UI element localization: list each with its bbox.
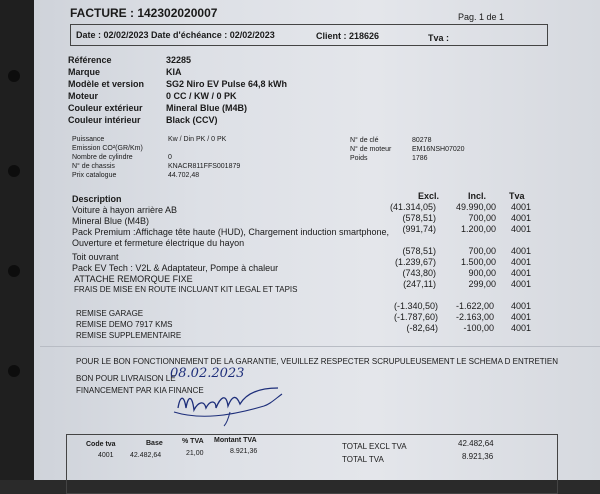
line-description: Mineral Blue (M4B) <box>72 216 150 226</box>
col-incl: Incl. <box>468 191 487 201</box>
col-pct-tva: % TVA <box>182 438 204 445</box>
tva-pct: 21,00 <box>186 450 204 457</box>
discount-excl: (-1.340,50) <box>393 301 438 311</box>
line-excl: (991,74) <box>402 224 436 234</box>
discount-incl: -100,00 <box>463 323 494 333</box>
value-couleur-exterieur: Mineral Blue (M4B) <box>166 103 248 113</box>
label-modele: Modèle et version <box>68 79 145 89</box>
binder-hole <box>8 70 20 82</box>
line-excl: (578,51) <box>402 246 436 256</box>
total-tva-label: TOTAL TVA <box>342 455 384 464</box>
spec-value: 1786 <box>412 155 428 162</box>
total-excl-label: TOTAL EXCL TVA <box>342 442 407 451</box>
binder-hole <box>8 265 20 277</box>
label-couleur-exterieur: Couleur extérieur <box>68 103 143 113</box>
tva-amount: 8.921,36 <box>230 448 258 455</box>
line-tva: 4001 <box>511 202 532 212</box>
label-marque: Marque <box>68 67 101 77</box>
spec-label: N° de chassis <box>72 163 115 170</box>
invoice-dates: Date : 02/02/2023 Date d'échéance : 02/02/2023 <box>76 30 275 40</box>
line-tva: 4001 <box>511 279 532 289</box>
col-base: Base <box>146 440 163 447</box>
label-couleur-interieur: Couleur intérieur <box>68 115 141 125</box>
discount-description: REMISE SUPPLEMENTAIRE <box>76 331 182 340</box>
col-excl: Excl. <box>418 191 440 201</box>
spec-label: Prix catalogue <box>72 172 117 179</box>
value-modele: SG2 Niro EV Pulse 64,8 kWh <box>166 79 288 89</box>
invoice-number: FACTURE : 142302020007 <box>70 6 218 20</box>
line-tva: 4001 <box>511 257 532 267</box>
spec-value: 80278 <box>412 137 432 144</box>
spec-value: KNACR811FFS001879 <box>168 163 241 170</box>
discount-excl: (-1.787,60) <box>393 312 438 322</box>
financing-note: FINANCEMENT PAR KIA FINANCE <box>76 386 204 395</box>
discount-incl: -1.622,00 <box>455 301 494 311</box>
line-description: Pack Premium :Affichage tête haute (HUD), Chargement induction smartphone, <box>72 227 389 237</box>
delivery-note: BON POUR LIVRAISON LE <box>76 374 176 383</box>
line-excl: (247,11) <box>403 279 436 289</box>
spec-label: Poids <box>350 155 368 162</box>
spec-label: Emission CO²(GR/Km) <box>72 145 143 152</box>
tva-code: 4001 <box>98 452 114 459</box>
line-excl: (743,80) <box>402 268 436 278</box>
col-tva: Tva <box>509 191 525 201</box>
discount-tva: 4001 <box>511 323 532 333</box>
label-moteur: Moteur <box>68 91 98 101</box>
line-tva: 4001 <box>511 224 532 234</box>
tva-base: 42.482,64 <box>130 452 162 459</box>
page-number: Pag. 1 de 1 <box>458 12 505 22</box>
line-description: Toit ouvrant <box>72 252 119 262</box>
discount-tva: 4001 <box>511 312 532 322</box>
line-incl: 1.500,00 <box>460 257 496 267</box>
total-tva-value: 8.921,36 <box>462 452 494 461</box>
spec-label: N° de clé <box>350 137 379 144</box>
binder-hole <box>8 365 20 377</box>
value-moteur: 0 CC / KW / 0 PK <box>166 91 237 101</box>
line-excl: (578,51) <box>402 213 436 223</box>
col-code-tva: Code tva <box>86 441 116 448</box>
discount-description: REMISE GARAGE <box>76 309 144 318</box>
col-montant-tva: Montant TVA <box>214 437 257 444</box>
spec-label: Nombre de cylindre <box>72 154 133 161</box>
label-reference: Référence <box>68 55 112 65</box>
line-incl: 700,00 <box>468 213 496 223</box>
discount-description: REMISE DEMO 7917 KMS <box>76 320 173 329</box>
line-incl: 1.200,00 <box>460 224 496 234</box>
value-reference: 32285 <box>166 55 192 65</box>
value-couleur-interieur: Black (CCV) <box>166 115 218 125</box>
line-description: FRAIS DE MISE EN ROUTE INCLUANT KIT LEGAL ET TAPIS <box>74 285 298 294</box>
line-incl: 700,00 <box>468 246 496 256</box>
line-tva: 4001 <box>511 268 532 278</box>
spec-value: 44.702,48 <box>168 172 200 179</box>
line-incl: 49.990,00 <box>455 202 496 212</box>
line-excl: (41.314,05) <box>389 202 436 212</box>
discount-tva: 4001 <box>511 301 532 311</box>
line-incl: 900,00 <box>468 268 496 278</box>
binder-hole <box>8 165 20 177</box>
line-tva: 4001 <box>511 246 532 256</box>
client-number: Client : 218626 <box>316 31 380 41</box>
spec-label: Puissance <box>72 136 105 143</box>
col-description: Description <box>72 194 122 204</box>
spec-value: 0 <box>168 154 172 161</box>
line-description: ATTACHE REMORQUE FIXE <box>74 274 193 284</box>
spec-label: N° de moteur <box>350 146 392 153</box>
line-description: Voiture à hayon arrière AB <box>72 205 178 215</box>
handwritten-date: 08.02.2023 <box>170 366 245 381</box>
discount-incl: -2.163,00 <box>455 312 494 322</box>
line-description: Pack EV Tech : V2L & Adaptateur, Pompe à chaleur <box>72 263 279 273</box>
line-description: Ouverture et fermeture électrique du hayon <box>72 238 245 248</box>
page-fold <box>40 346 600 347</box>
total-excl-value: 42.482,64 <box>458 439 494 448</box>
spec-value: Kw / Din PK / 0 PK <box>168 136 227 143</box>
line-tva: 4001 <box>511 213 532 223</box>
line-incl: 299,00 <box>468 279 496 289</box>
tva-number: Tva : <box>428 33 450 43</box>
binder-edge <box>0 0 38 480</box>
warranty-note: POUR LE BON FONCTIONNEMENT DE LA GARANTIE, VEUILLEZ RESPECTER SCRUPULEUSEMENT LE SCHEMA D ENTRETIEN <box>76 357 559 366</box>
line-excl: (1.239,67) <box>394 257 436 267</box>
spec-value: EM16NSH07020 <box>412 146 465 153</box>
signature <box>170 382 290 430</box>
discount-excl: (-82,64) <box>406 323 438 333</box>
value-marque: KIA <box>166 67 182 77</box>
